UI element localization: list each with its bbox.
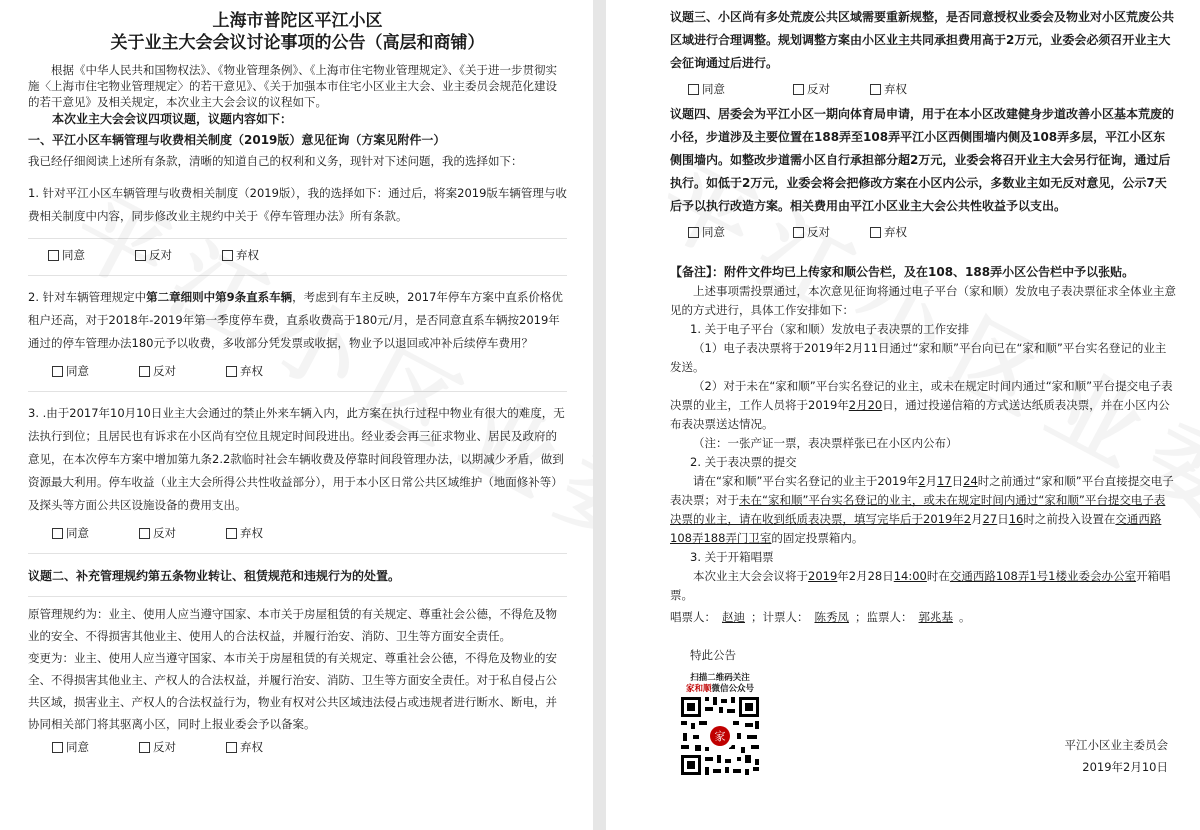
item-3: 3. .由于2017年10月10日业主大会通过的禁止外来车辆入内，此方案在执行过程中物业有很大的难度，无法执行到位；且居民也有诉求在小区尚有空位且规定时间段进出。经业委会再三征求物业、居民及政府的意见，在本次停车方案中增加第九条2.2款临时社会车辆收费及停靠时间段管理办法，以期减少矛盾，做到资源最大利用。停车收益（业主大会所得公共性收益部分），用于本小区日常公共区域维护（地面修补等）及探头等方面公共区设施设备的费用支出。 <box>28 406 565 512</box>
closing-remark: 特此公告 <box>690 648 736 662</box>
option-abstain[interactable]: 弃权 <box>226 523 263 543</box>
option-agree[interactable]: 同意 <box>688 222 725 242</box>
option-oppose[interactable]: 反对 <box>135 245 172 265</box>
checkbox-icon[interactable] <box>226 528 237 539</box>
options-item3 <box>28 523 567 543</box>
checkbox-icon[interactable] <box>870 227 881 238</box>
option-abstain[interactable]: 弃权 <box>226 737 263 757</box>
doc-title: 上海市普陀区平江小区 <box>212 11 383 31</box>
options-topic3 <box>670 79 1176 99</box>
option-oppose[interactable]: 反对 <box>793 222 830 242</box>
doc-subtitle: 关于业主大会会议讨论事项的公告（高层和商铺） <box>110 33 485 53</box>
submission-text: 请在“家和顺”平台实名登记的业主于2019年2月17日24时之前通过“家和顺”平台直接提交电子表决票；对于未在“家和顺”平台实名登记的业主，或未在规定时间内通过“家和顺”平台提交电子表决票的业主，请在收到纸质表决票，填写完毕后于2019年2月27日16时之前投入设置在交通西路108弄188弄门卫室的固定投票箱内。 <box>670 474 1174 545</box>
e-voting-item-2: （2）对于未在“家和顺”平台实名登记的业主，或未在规定时间内通过“家和顺”平台提交电子表决票的业主，工作人员将于2019年2月20日，通过投递信箱的方式送达纸质表决票，并在小区内公布表决票送达情况。 <box>670 379 1173 431</box>
option-agree[interactable]: 同意 <box>52 523 89 543</box>
intro-paragraph: 根据《中华人民共和国物权法》、《物业管理条例》、《上海市住宅物业管理规定》、《关于进一步贯彻实施〈上海市住宅物业管理规定〉的若干意见》、《关于加强本市住宅小区业主大会、业主委员会规范化建设的若干意见》及相关规定，本次业主大会会议的议程如下。 <box>28 63 557 109</box>
checkbox-icon[interactable] <box>52 528 63 539</box>
option-agree[interactable]: 同意 <box>52 361 89 381</box>
checkbox-icon[interactable] <box>793 84 804 95</box>
qr-code-block <box>678 673 762 781</box>
topic-4: 议题四、居委会为平江小区一期向体育局申请，用于在本小区改建健身步道改善小区基本荒废的小径，步道涉及主要位置在188弄至108弄平江小区西侧围墙内侧及108弄多层，平江小区东侧围墙内。如整改步道需小区自行承担部分超2万元，业委会将召开业主大会另行征询，通过后执行。如低于2万元，业委会将会把修改方案在小区内公示，多数业主如无反对意见，公示7天后予以执行改造方案。相关费用由平江小区业主大会公共性收益予以支出。 <box>670 107 1175 213</box>
options-topic2 <box>28 737 567 757</box>
divider <box>28 553 567 554</box>
topic-3: 议题三、小区尚有多处荒废公共区域需要重新规整，是否同意授权业委会及物业对小区荒废公共区域进行合理调整。规划调整方案由小区业主共同承担费用高于2万元，业委会必须召开业主大会征询通过后进行。 <box>670 10 1175 70</box>
topic-2-title: 议题二、补充管理规约第五条物业转让、租赁规范和违规行为的处置。 <box>28 569 401 583</box>
voting-intro: 上述事项需投票通过，本次意见征询将通过电子平台（家和顺）发放电子表决票征求全体业主意见的方式进行，具体工作安排如下： <box>670 284 1176 317</box>
original-rule: 原管理规约为：业主、使用人应当遵守国家、本市关于房屋租赁的有关规定、尊重社会公德，不得危及物业的安全、不得损害其他业主、使用人的合法权益，并履行治安、消防、卫生等方面安全责任。 <box>28 607 557 643</box>
divider <box>28 275 567 276</box>
page-left <box>0 0 593 830</box>
checkbox-icon[interactable] <box>793 227 804 238</box>
issue-date: 2019年2月10日 <box>1082 760 1168 774</box>
checkbox-icon[interactable] <box>48 250 59 261</box>
new-rule: 变更为：业主、使用人应当遵守国家、本市关于房屋租赁的有关规定、尊重社会公德，不得危及物业的安全、不得损害其他业主、产权人的合法权益，并履行治安、消防、卫生等方面安全责任。对于私自侵占公共区域，损害业主、产权人的合法权益行为，物业有权对公共区域违法侵占或违规者进行断水、断电，并协同相关部门将其驱离小区，同时上报业委会予以备案。 <box>28 651 557 731</box>
option-agree[interactable]: 同意 <box>688 79 725 99</box>
svg-text:家: 家 <box>714 730 726 743</box>
checkbox-icon[interactable] <box>135 250 146 261</box>
vote-counter: 陈秀凤 <box>814 610 849 624</box>
option-abstain[interactable]: 弃权 <box>226 361 263 381</box>
checkbox-icon[interactable] <box>688 84 699 95</box>
checkbox-icon[interactable] <box>688 227 699 238</box>
section1-title: 一、平江小区车辆管理与收费相关制度（2019版）意见征询（方案见附件一） <box>28 133 446 147</box>
options-item2 <box>28 361 567 381</box>
remark: 【备注】：附件文件均已上传家和顺公告栏，及在108、188弄小区公告栏中予以张贴。 <box>670 265 1135 279</box>
option-oppose[interactable]: 反对 <box>793 79 830 99</box>
options-item1 <box>28 245 567 265</box>
divider <box>28 238 567 239</box>
item-1: 1. 针对平江小区车辆管理与收费相关制度（2019版），我的选择如下：通过后，将案2019版车辆管理与收费相关制度中内容，同步修改业主规约中关于《停车管理办法》所有条款。 <box>28 186 567 223</box>
signer: 平江小区业主委员会 <box>1064 738 1168 752</box>
vote-officials: 唱票人： 赵迪 ；计票人： 陈秀凤 ；监票人： 郭兆基 。 <box>670 610 971 624</box>
qr-brand: 家和顺微信公众号 <box>685 684 755 694</box>
vote-monitor: 郭兆基 <box>918 610 953 624</box>
item-2: 2. 针对车辆管理规定中第二章细则中第9条直系车辆，考虑到有车主反映，2017年停车方案中直系价格优租户还高，对于2018年-2019年第一季度停车费，直系收费高于180元/月，是否同意直系车辆按2019年通过的停车管理办法180元予以收费，多收部分凭发票或收据，物业予以退回或冲补后续停车费用？ <box>28 290 563 350</box>
page-right <box>606 0 1200 830</box>
heading-submission: 2. 关于表决票的提交 <box>690 455 797 469</box>
checkbox-icon[interactable] <box>870 84 881 95</box>
option-abstain[interactable]: 弃权 <box>222 245 259 265</box>
option-agree[interactable]: 同意 <box>48 245 85 265</box>
checkbox-icon[interactable] <box>139 742 150 753</box>
divider <box>28 391 567 392</box>
option-oppose[interactable]: 反对 <box>139 523 176 543</box>
option-oppose[interactable]: 反对 <box>139 737 176 757</box>
qr-caption: 扫描二维码关注 <box>690 673 750 683</box>
option-abstain[interactable]: 弃权 <box>870 222 907 242</box>
signature-block <box>1065 734 1169 778</box>
qr-code-icon[interactable] <box>679 695 761 777</box>
counting-text: 本次业主大会会议将于2019年2月28日14:00时在交通西路108弄1号1楼业委会办公室开箱唱票。 <box>670 569 1171 602</box>
options-topic4 <box>670 222 1176 242</box>
option-abstain[interactable]: 弃权 <box>870 79 907 99</box>
section1-desc: 我已经仔细阅读上述所有条款，清晰的知道自己的权利和义务，现针对下述问题，我的选择如下： <box>28 154 523 168</box>
checkbox-icon[interactable] <box>139 528 150 539</box>
heading-counting: 3. 关于开箱唱票 <box>690 550 774 564</box>
lead-line: 本次业主大会会议四项议题，议题内容如下： <box>52 112 293 126</box>
e-voting-note: （注：一张产证一票，表决票样张已在小区内公布） <box>693 436 958 450</box>
option-oppose[interactable]: 反对 <box>139 361 176 381</box>
heading-e-voting: 1. 关于电子平台（家和顺）发放电子表决票的工作安排 <box>690 322 970 336</box>
checkbox-icon[interactable] <box>226 366 237 377</box>
watermark <box>55 157 593 633</box>
checkbox-icon[interactable] <box>52 742 63 753</box>
vote-singer: 赵迪 <box>722 610 745 624</box>
checkbox-icon[interactable] <box>226 742 237 753</box>
checkbox-icon[interactable] <box>222 250 233 261</box>
option-agree[interactable]: 同意 <box>52 737 89 757</box>
e-voting-item-1: （1）电子表决票将于2019年2月11日通过“家和顺”平台向已在“家和顺”平台实名登记的业主发送。 <box>670 341 1167 374</box>
checkbox-icon[interactable] <box>52 366 63 377</box>
divider <box>28 596 567 597</box>
checkbox-icon[interactable] <box>139 366 150 377</box>
